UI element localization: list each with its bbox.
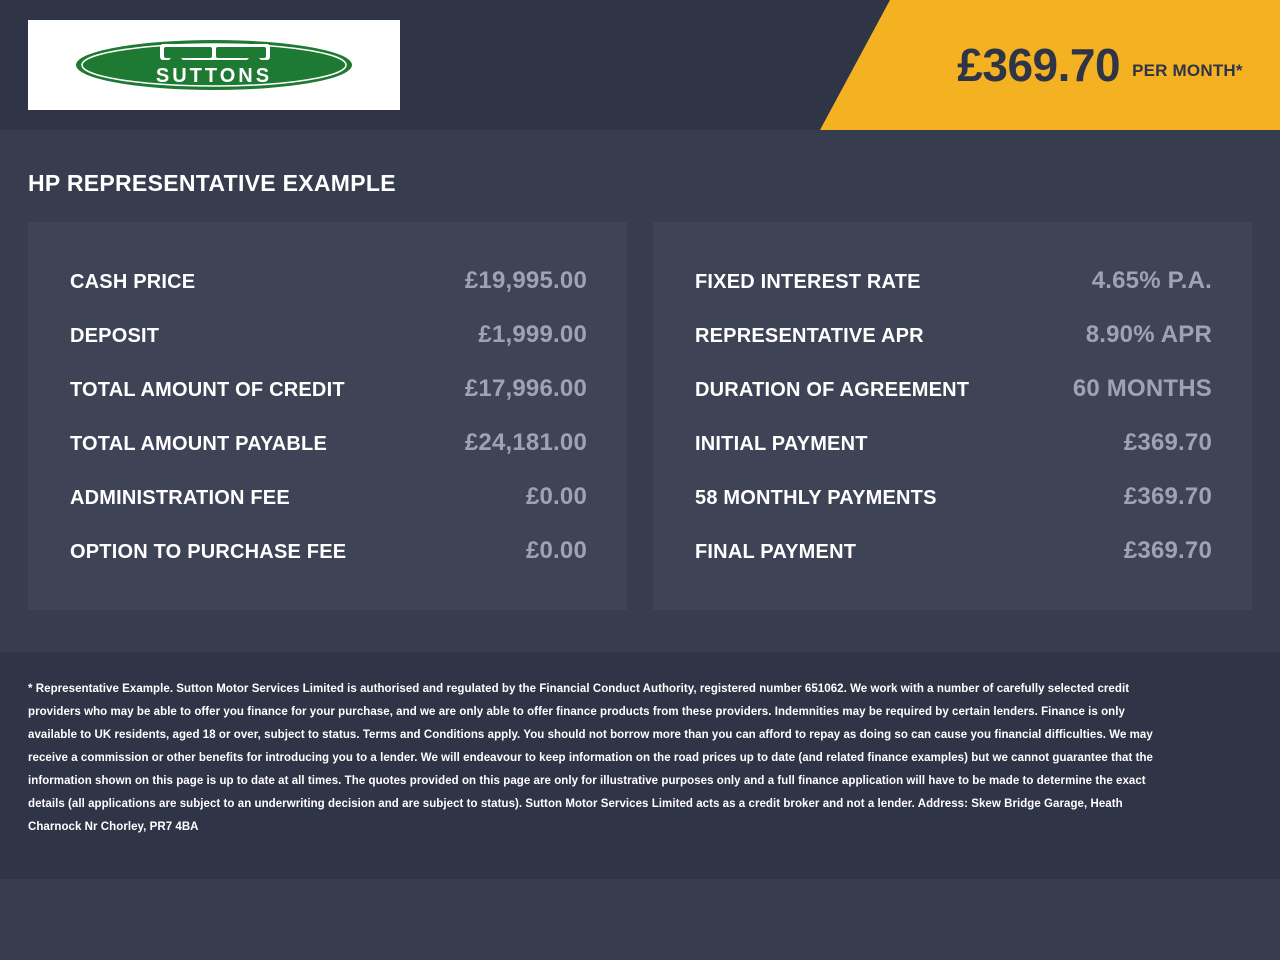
row-label: FINAL PAYMENT <box>695 541 857 563</box>
row-value: £369.70 <box>1123 537 1212 564</box>
page-header <box>0 0 1280 130</box>
table-row <box>70 470 587 524</box>
row-value: £17,996.00 <box>464 375 587 402</box>
table-row <box>70 524 587 578</box>
suttons-logo-icon <box>64 34 364 96</box>
row-label: INITIAL PAYMENT <box>695 433 868 455</box>
row-value: £369.70 <box>1123 429 1212 456</box>
table-row <box>695 416 1212 470</box>
monthly-price-amount: £369.70 <box>957 39 1121 91</box>
disclaimer-text: * Representative Example. Sutton Motor Services Limited is authorised and regulated by the Financial Conduct Authority, registered number 651062. We work with a number of carefully selected credit providers who may be able to offer you finance for your purchase, and we are only able to offer finance products from these providers. Indemnities may be required by certain lenders. Finance is only available to UK residents, aged 18 or over, subject to status. Terms and Conditions apply. You should not borrow more than you can afford to repay as doing so can cause you financial difficulties. We may receive a commission or other benefits for introducing you to a lender. We will endeavour to keep information on the road prices up to date (and related finance examples) but we cannot guarantee that the information shown on this page is up to date at all times. The quotes provided on this page are only for illustrative purposes only and a full finance application will have to be made to determine the exact details (all applications are subject to an underwriting decision and are subject to status). Sutton Motor Services Limited acts as a credit broker and not a lender. Address: Skew Bridge Garage, Heath Charnock Nr Chorley, PR7 4BA <box>28 683 1154 833</box>
table-row <box>70 362 587 416</box>
row-value: £1,999.00 <box>478 321 587 348</box>
row-label: TOTAL AMOUNT OF CREDIT <box>70 379 345 401</box>
row-label: FIXED INTEREST RATE <box>695 271 921 293</box>
row-label: DURATION OF AGREEMENT <box>695 379 970 401</box>
right-details-panel <box>653 222 1252 610</box>
row-label: 58 MONTHLY PAYMENTS <box>695 487 937 509</box>
row-label: DEPOSIT <box>70 325 160 347</box>
page-title: HP REPRESENTATIVE EXAMPLE <box>28 170 396 196</box>
row-value: 4.65% P.A. <box>1091 267 1212 294</box>
table-row <box>70 254 587 308</box>
row-value: 60 MONTHS <box>1072 375 1212 402</box>
table-row <box>695 254 1212 308</box>
row-label: REPRESENTATIVE APR <box>695 325 924 347</box>
row-value: £0.00 <box>525 483 587 510</box>
row-value: £369.70 <box>1123 483 1212 510</box>
finance-details-panels <box>0 197 1280 610</box>
table-row <box>695 470 1212 524</box>
left-details-panel <box>28 222 627 610</box>
row-value: 8.90% APR <box>1085 321 1212 348</box>
table-row <box>695 362 1212 416</box>
disclaimer-section <box>0 652 1280 879</box>
table-row <box>695 524 1212 578</box>
table-row <box>695 308 1212 362</box>
row-value: £19,995.00 <box>464 267 587 294</box>
svg-text:SUTTONS: SUTTONS <box>155 65 273 87</box>
monthly-price-suffix: PER MONTH* <box>1132 61 1243 80</box>
dealer-logo <box>28 20 400 110</box>
monthly-price-banner <box>890 0 1280 130</box>
row-label: TOTAL AMOUNT PAYABLE <box>70 433 327 455</box>
row-value: £0.00 <box>525 537 587 564</box>
row-label: ADMINISTRATION FEE <box>70 487 290 509</box>
table-row <box>70 416 587 470</box>
row-label: OPTION TO PURCHASE FEE <box>70 541 347 563</box>
table-row <box>70 308 587 362</box>
row-value: £24,181.00 <box>464 429 587 456</box>
row-label: CASH PRICE <box>70 271 196 293</box>
